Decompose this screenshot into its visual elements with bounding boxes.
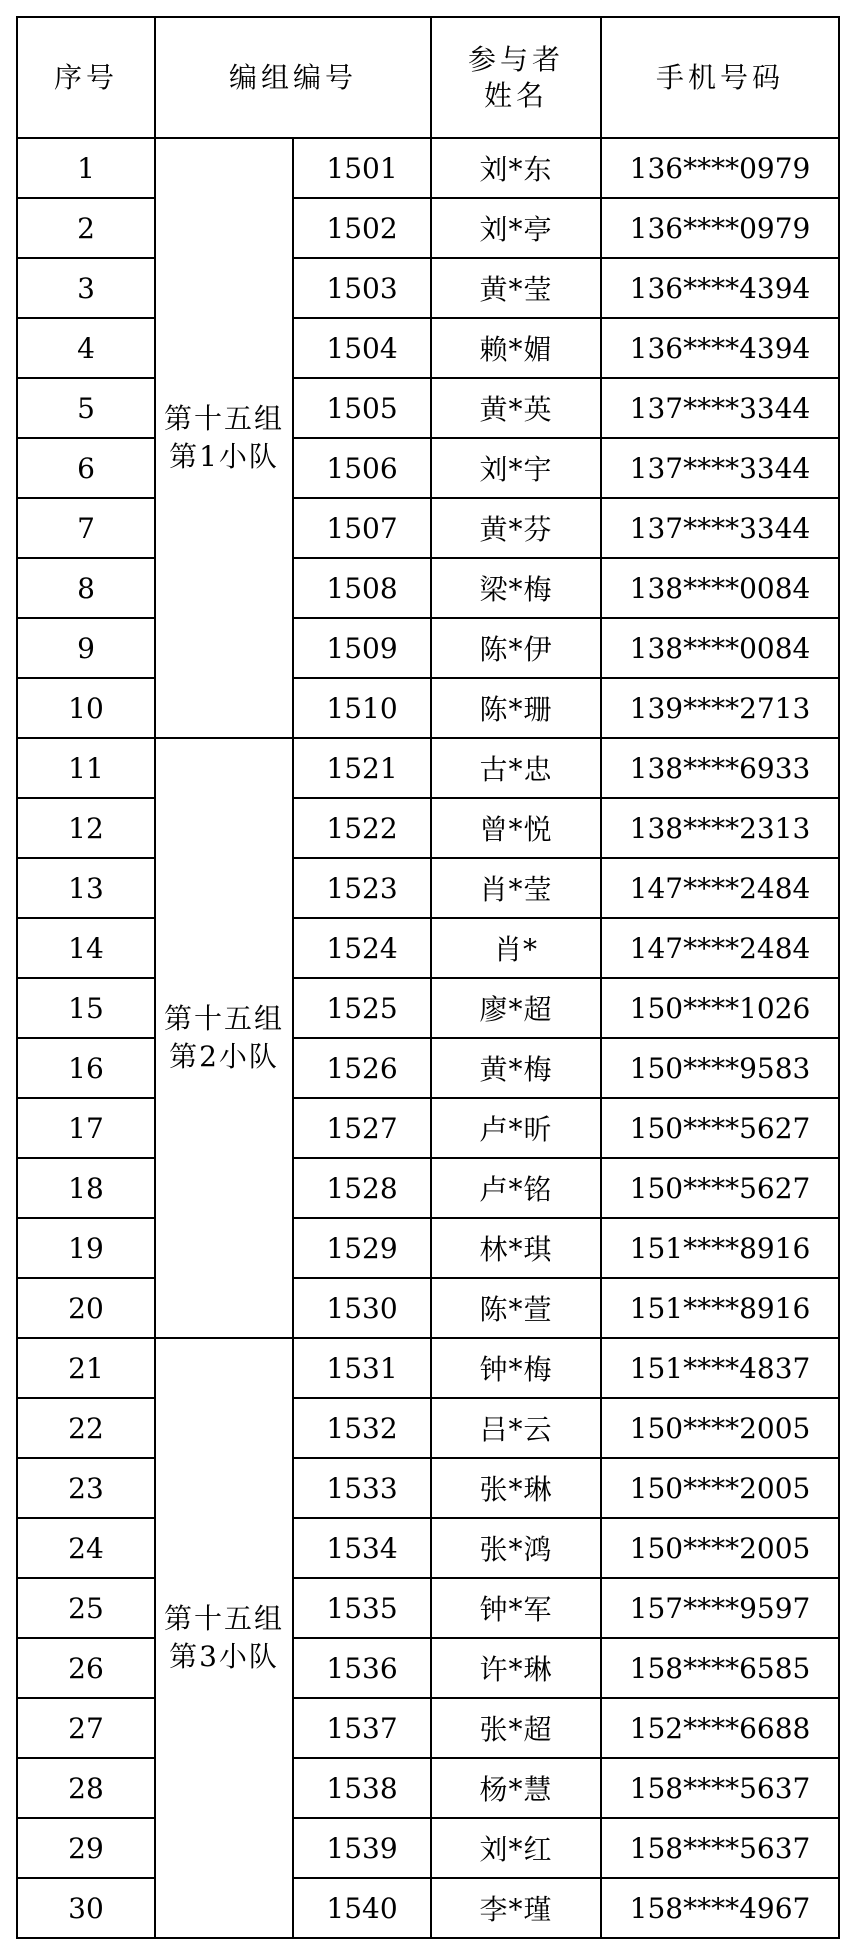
group-label-cell	[155, 738, 293, 1338]
row-group-code: 1505	[293, 378, 431, 438]
row-seq: 7	[17, 498, 155, 558]
row-participant-name: 吕*云	[431, 1398, 601, 1458]
row-phone: 136****0979	[601, 138, 839, 198]
row-group-code: 1508	[293, 558, 431, 618]
row-seq: 24	[17, 1518, 155, 1578]
table-row	[17, 1338, 839, 1398]
group-label-line2: 第3小队	[169, 1640, 279, 1673]
table-row	[17, 738, 839, 798]
table-row	[17, 618, 839, 678]
row-seq: 25	[17, 1578, 155, 1638]
row-phone: 158****5637	[601, 1758, 839, 1818]
row-seq: 29	[17, 1818, 155, 1878]
row-group-code: 1535	[293, 1578, 431, 1638]
row-participant-name: 黄*梅	[431, 1038, 601, 1098]
row-phone: 138****2313	[601, 798, 839, 858]
row-participant-name: 张*鸿	[431, 1518, 601, 1578]
row-seq: 17	[17, 1098, 155, 1158]
table-row	[17, 978, 839, 1038]
table-row	[17, 858, 839, 918]
row-seq: 15	[17, 978, 155, 1038]
header-group-code: 编组编号	[155, 17, 431, 138]
table-row	[17, 318, 839, 378]
row-phone: 158****5637	[601, 1818, 839, 1878]
table-row	[17, 1278, 839, 1338]
header-participant-line1: 参与者	[468, 42, 565, 76]
row-seq: 3	[17, 258, 155, 318]
row-participant-name: 陈*伊	[431, 618, 601, 678]
row-seq: 13	[17, 858, 155, 918]
header-seq: 序号	[17, 17, 155, 138]
row-phone: 152****6688	[601, 1698, 839, 1758]
row-phone: 138****6933	[601, 738, 839, 798]
row-participant-name: 刘*亭	[431, 198, 601, 258]
row-phone: 157****9597	[601, 1578, 839, 1638]
row-group-code: 1525	[293, 978, 431, 1038]
row-seq: 9	[17, 618, 155, 678]
row-phone: 137****3344	[601, 498, 839, 558]
group-label-line1: 第十五组	[163, 1602, 284, 1635]
row-group-code: 1521	[293, 738, 431, 798]
header-participant-name	[431, 17, 601, 138]
row-seq: 26	[17, 1638, 155, 1698]
row-participant-name: 肖*莹	[431, 858, 601, 918]
row-seq: 22	[17, 1398, 155, 1458]
table-row	[17, 1758, 839, 1818]
row-group-code: 1533	[293, 1458, 431, 1518]
row-group-code: 1540	[293, 1878, 431, 1938]
row-seq: 27	[17, 1698, 155, 1758]
table-row	[17, 258, 839, 318]
row-group-code: 1531	[293, 1338, 431, 1398]
row-participant-name: 李*瑾	[431, 1878, 601, 1938]
row-seq: 30	[17, 1878, 155, 1938]
row-group-code: 1509	[293, 618, 431, 678]
row-participant-name: 张*琳	[431, 1458, 601, 1518]
table-row	[17, 1638, 839, 1698]
row-phone: 139****2713	[601, 678, 839, 738]
group-label-line1: 第十五组	[163, 1002, 284, 1035]
table-row	[17, 1398, 839, 1458]
row-phone: 137****3344	[601, 438, 839, 498]
row-participant-name: 钟*军	[431, 1578, 601, 1638]
row-seq: 19	[17, 1218, 155, 1278]
row-phone: 158****6585	[601, 1638, 839, 1698]
roster-table	[16, 16, 840, 1939]
row-phone: 136****4394	[601, 258, 839, 318]
table-row	[17, 1698, 839, 1758]
row-phone: 150****2005	[601, 1458, 839, 1518]
row-group-code: 1539	[293, 1818, 431, 1878]
row-group-code: 1526	[293, 1038, 431, 1098]
row-phone: 137****3344	[601, 378, 839, 438]
row-phone: 147****2484	[601, 918, 839, 978]
row-seq: 20	[17, 1278, 155, 1338]
row-participant-name: 刘*红	[431, 1818, 601, 1878]
row-participant-name: 肖*	[431, 918, 601, 978]
row-participant-name: 曾*悦	[431, 798, 601, 858]
table-row	[17, 1518, 839, 1578]
table-row	[17, 678, 839, 738]
row-seq: 5	[17, 378, 155, 438]
row-group-code: 1538	[293, 1758, 431, 1818]
row-phone: 151****8916	[601, 1218, 839, 1278]
row-phone: 158****4967	[601, 1878, 839, 1938]
row-participant-name: 黄*莹	[431, 258, 601, 318]
row-participant-name: 赖*媚	[431, 318, 601, 378]
row-participant-name: 杨*慧	[431, 1758, 601, 1818]
row-seq: 14	[17, 918, 155, 978]
row-participant-name: 梁*梅	[431, 558, 601, 618]
row-seq: 6	[17, 438, 155, 498]
row-phone: 151****8916	[601, 1278, 839, 1338]
row-participant-name: 卢*铭	[431, 1158, 601, 1218]
table-row	[17, 1038, 839, 1098]
row-group-code: 1510	[293, 678, 431, 738]
table-row	[17, 918, 839, 978]
row-seq: 4	[17, 318, 155, 378]
table-row	[17, 1878, 839, 1938]
table-row	[17, 498, 839, 558]
row-group-code: 1523	[293, 858, 431, 918]
row-seq: 28	[17, 1758, 155, 1818]
row-seq: 2	[17, 198, 155, 258]
row-phone: 150****2005	[601, 1398, 839, 1458]
table-row	[17, 378, 839, 438]
row-participant-name: 刘*东	[431, 138, 601, 198]
row-group-code: 1503	[293, 258, 431, 318]
row-participant-name: 黄*英	[431, 378, 601, 438]
row-group-code: 1530	[293, 1278, 431, 1338]
row-participant-name: 张*超	[431, 1698, 601, 1758]
row-phone: 136****0979	[601, 198, 839, 258]
row-seq: 8	[17, 558, 155, 618]
row-phone: 150****5627	[601, 1158, 839, 1218]
table-row	[17, 1218, 839, 1278]
row-phone: 150****2005	[601, 1518, 839, 1578]
row-phone: 150****5627	[601, 1098, 839, 1158]
row-group-code: 1536	[293, 1638, 431, 1698]
row-seq: 18	[17, 1158, 155, 1218]
group-label-cell	[155, 138, 293, 738]
header-phone: 手机号码	[601, 17, 839, 138]
row-seq: 23	[17, 1458, 155, 1518]
row-phone: 147****2484	[601, 858, 839, 918]
row-participant-name: 林*琪	[431, 1218, 601, 1278]
table-row	[17, 1098, 839, 1158]
table-row	[17, 558, 839, 618]
row-phone: 151****4837	[601, 1338, 839, 1398]
header-row	[17, 17, 839, 138]
table-row	[17, 438, 839, 498]
row-phone: 150****9583	[601, 1038, 839, 1098]
row-participant-name: 廖*超	[431, 978, 601, 1038]
row-participant-name: 黄*芬	[431, 498, 601, 558]
row-group-code: 1524	[293, 918, 431, 978]
table-row	[17, 798, 839, 858]
row-group-code: 1537	[293, 1698, 431, 1758]
row-participant-name: 钟*梅	[431, 1338, 601, 1398]
row-phone: 136****4394	[601, 318, 839, 378]
row-seq: 10	[17, 678, 155, 738]
row-group-code: 1522	[293, 798, 431, 858]
group-label-line2: 第2小队	[169, 1040, 279, 1073]
row-group-code: 1501	[293, 138, 431, 198]
row-phone: 138****0084	[601, 558, 839, 618]
row-participant-name: 刘*宇	[431, 438, 601, 498]
row-seq: 12	[17, 798, 155, 858]
header-participant-line2: 姓名	[484, 78, 549, 112]
row-phone: 150****1026	[601, 978, 839, 1038]
row-group-code: 1527	[293, 1098, 431, 1158]
row-participant-name: 卢*昕	[431, 1098, 601, 1158]
row-group-code: 1528	[293, 1158, 431, 1218]
row-seq: 16	[17, 1038, 155, 1098]
table-body	[17, 138, 839, 1938]
table-row	[17, 1818, 839, 1878]
group-label-line2: 第1小队	[169, 440, 279, 473]
row-group-code: 1502	[293, 198, 431, 258]
row-participant-name: 陈*萱	[431, 1278, 601, 1338]
table-row	[17, 198, 839, 258]
table-row	[17, 1578, 839, 1638]
row-group-code: 1534	[293, 1518, 431, 1578]
table-row	[17, 1158, 839, 1218]
table-row	[17, 138, 839, 198]
row-group-code: 1532	[293, 1398, 431, 1458]
row-group-code: 1529	[293, 1218, 431, 1278]
row-group-code: 1507	[293, 498, 431, 558]
row-group-code: 1506	[293, 438, 431, 498]
group-label-cell	[155, 1338, 293, 1938]
row-group-code: 1504	[293, 318, 431, 378]
group-label-line1: 第十五组	[163, 402, 284, 435]
row-participant-name: 陈*珊	[431, 678, 601, 738]
row-seq: 21	[17, 1338, 155, 1398]
row-participant-name: 古*忠	[431, 738, 601, 798]
row-phone: 138****0084	[601, 618, 839, 678]
table-header	[17, 17, 839, 138]
row-participant-name: 许*琳	[431, 1638, 601, 1698]
row-seq: 11	[17, 738, 155, 798]
table-row	[17, 1458, 839, 1518]
row-seq: 1	[17, 138, 155, 198]
